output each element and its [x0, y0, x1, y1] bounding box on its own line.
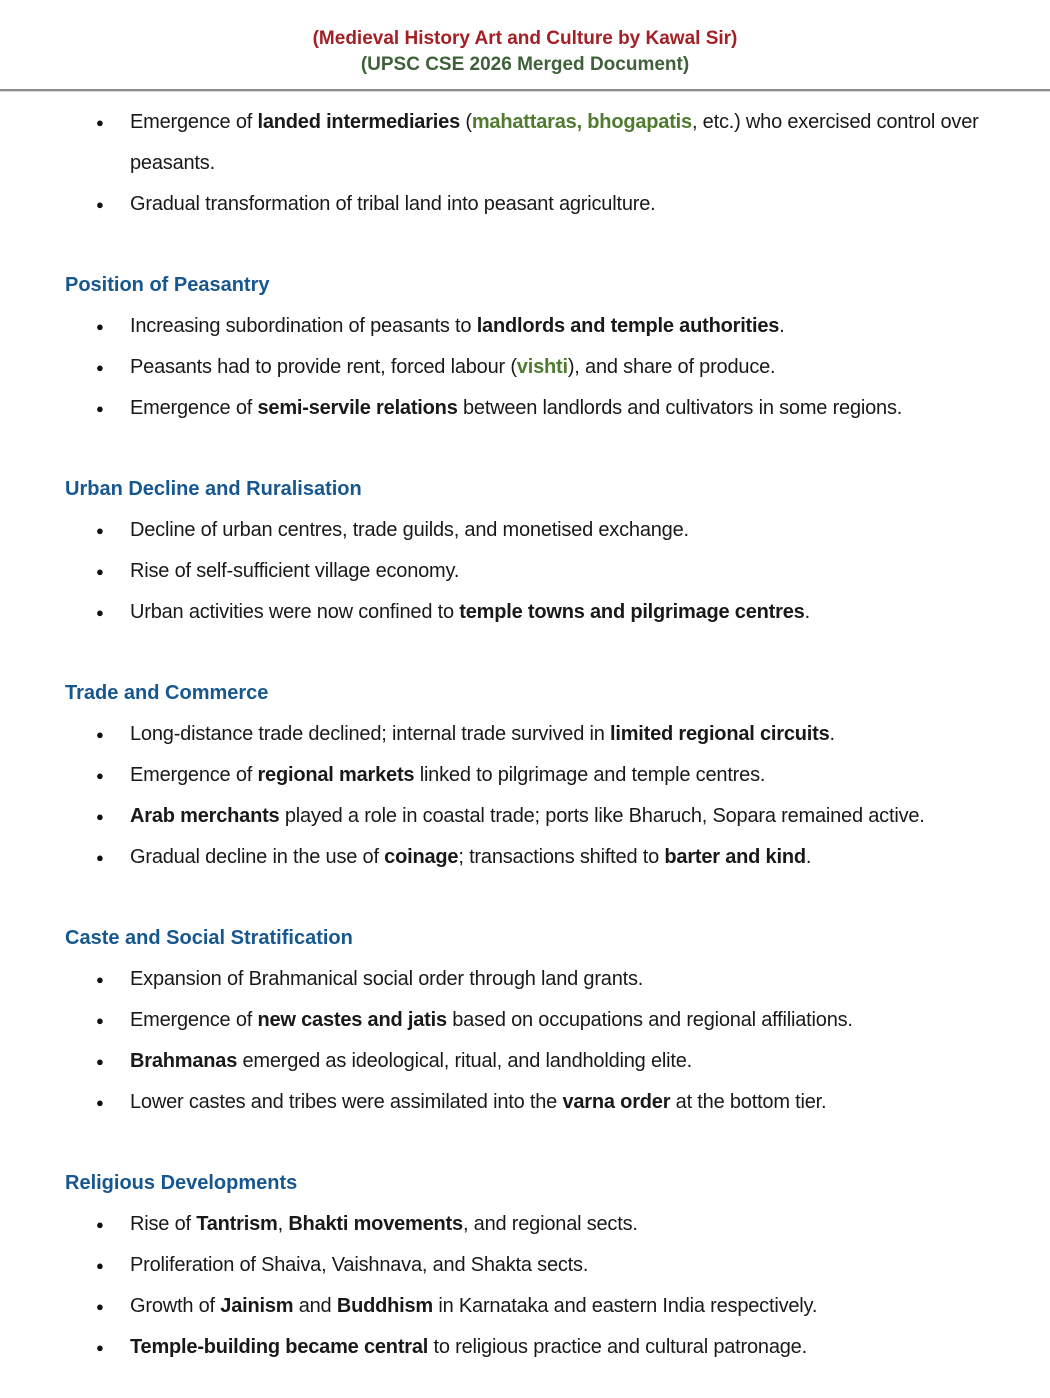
bullet-icon: ●	[96, 1054, 104, 1069]
bullet-text: Temple-building became central to religious practice and cultural patronage.	[130, 1336, 807, 1358]
bullet-item	[65, 347, 1012, 388]
bullet-icon: ●	[96, 850, 104, 865]
document-body	[0, 91, 1050, 1368]
bullet-text: Proliferation of Shaiva, Vaishnava, and Shakta sects.	[130, 1254, 589, 1276]
bullet-icon: ●	[96, 809, 104, 824]
bullet-text: Rise of Tantrism, Bhakti movements, and regional sects.	[130, 1213, 638, 1235]
section-heading: Position of Peasantry	[65, 274, 270, 296]
bullet-icon: ●	[96, 1013, 104, 1028]
bullet-item	[65, 551, 1012, 592]
bullet-icon: ●	[96, 972, 104, 987]
bullet-icon: ●	[96, 768, 104, 783]
bullet-list	[65, 714, 1012, 878]
document-section	[65, 918, 1012, 1123]
document-section	[65, 469, 1012, 633]
bullet-text: Gradual transformation of tribal land into peasant agriculture.	[130, 193, 656, 215]
section-heading: Religious Developments	[65, 1172, 298, 1194]
bullet-icon: ●	[96, 401, 104, 416]
bullet-text: Emergence of semi-servile relations between landlords and cultivators in some regions.	[130, 397, 903, 419]
bullet-list	[65, 306, 1012, 429]
bullet-icon: ●	[96, 197, 104, 212]
bullet-text: Peasants had to provide rent, forced labour (vishti), and share of produce.	[130, 356, 776, 378]
bullet-item	[65, 306, 1012, 347]
bullet-icon: ●	[96, 1217, 104, 1232]
bullet-text: Urban activities were now confined to temple towns and pilgrimage centres.	[130, 601, 810, 623]
bullet-text: Emergence of regional markets linked to pilgrimage and temple centres.	[130, 764, 766, 786]
bullet-item	[65, 1286, 1012, 1327]
bullet-item	[65, 510, 1012, 551]
bullet-item	[65, 796, 1012, 837]
section-heading: Trade and Commerce	[65, 682, 269, 704]
bullet-item	[65, 184, 1012, 225]
bullet-icon: ●	[96, 1095, 104, 1110]
bullet-item	[65, 837, 1012, 878]
document-section	[65, 673, 1012, 878]
document-section	[65, 265, 1012, 429]
bullet-item	[65, 102, 1012, 184]
bullet-item	[65, 1327, 1012, 1368]
bullet-item	[65, 1000, 1012, 1041]
document-title-line2: (UPSC CSE 2026 Merged Document)	[360, 54, 690, 75]
section-heading: Urban Decline and Ruralisation	[65, 478, 362, 500]
bullet-text: Arab merchants played a role in coastal trade; ports like Bharuch, Sopara remained active.	[130, 805, 925, 827]
bullet-text: Lower castes and tribes were assimilated into the varna order at the bottom tier.	[130, 1091, 827, 1113]
bullet-icon: ●	[96, 523, 104, 538]
bullet-text: Brahmanas emerged as ideological, ritual, and landholding elite.	[130, 1050, 693, 1072]
bullet-icon: ●	[96, 727, 104, 742]
bullet-text: Long-distance trade declined; internal trade survived in limited regional circuits.	[130, 723, 835, 745]
bullet-icon: ●	[96, 1258, 104, 1273]
bullet-icon: ●	[96, 1340, 104, 1355]
bullet-text: Gradual decline in the use of coinage; transactions shifted to barter and kind.	[130, 846, 812, 868]
bullet-text: Growth of Jainism and Buddhism in Karnataka and eastern India respectively.	[130, 1295, 818, 1317]
document-title-line1: (Medieval History Art and Culture by Kawal Sir)	[312, 28, 738, 49]
bullet-icon: ●	[96, 605, 104, 620]
bullet-item	[65, 1041, 1012, 1082]
document-section	[65, 102, 1012, 225]
document-section	[65, 1163, 1012, 1368]
bullet-item	[65, 1082, 1012, 1123]
bullet-icon: ●	[96, 319, 104, 334]
bullet-text: Emergence of new castes and jatis based on occupations and regional affiliations.	[130, 1009, 853, 1031]
bullet-text: Decline of urban centres, trade guilds, and monetised exchange.	[130, 519, 689, 541]
bullet-item	[65, 592, 1012, 633]
bullet-icon: ●	[96, 564, 104, 579]
section-heading: Caste and Social Stratification	[65, 927, 353, 949]
document-header	[0, 0, 1050, 78]
bullet-item	[65, 714, 1012, 755]
bullet-list	[65, 1204, 1012, 1368]
bullet-text: Rise of self-sufficient village economy.	[130, 560, 460, 582]
bullet-list	[65, 959, 1012, 1123]
bullet-item	[65, 959, 1012, 1000]
bullet-item	[65, 1245, 1012, 1286]
bullet-item	[65, 1204, 1012, 1245]
bullet-icon: ●	[96, 115, 104, 130]
bullet-list	[65, 510, 1012, 633]
bullet-text: Emergence of landed intermediaries (mahattaras, bhogapatis, etc.) who exercised control over peasants.	[130, 111, 979, 174]
bullet-icon: ●	[96, 1299, 104, 1314]
bullet-icon: ●	[96, 360, 104, 375]
bullet-list	[65, 102, 1012, 225]
bullet-text: Increasing subordination of peasants to landlords and temple authorities.	[130, 315, 785, 337]
bullet-text: Expansion of Brahmanical social order through land grants.	[130, 968, 644, 990]
bullet-item	[65, 755, 1012, 796]
bullet-item	[65, 388, 1012, 429]
